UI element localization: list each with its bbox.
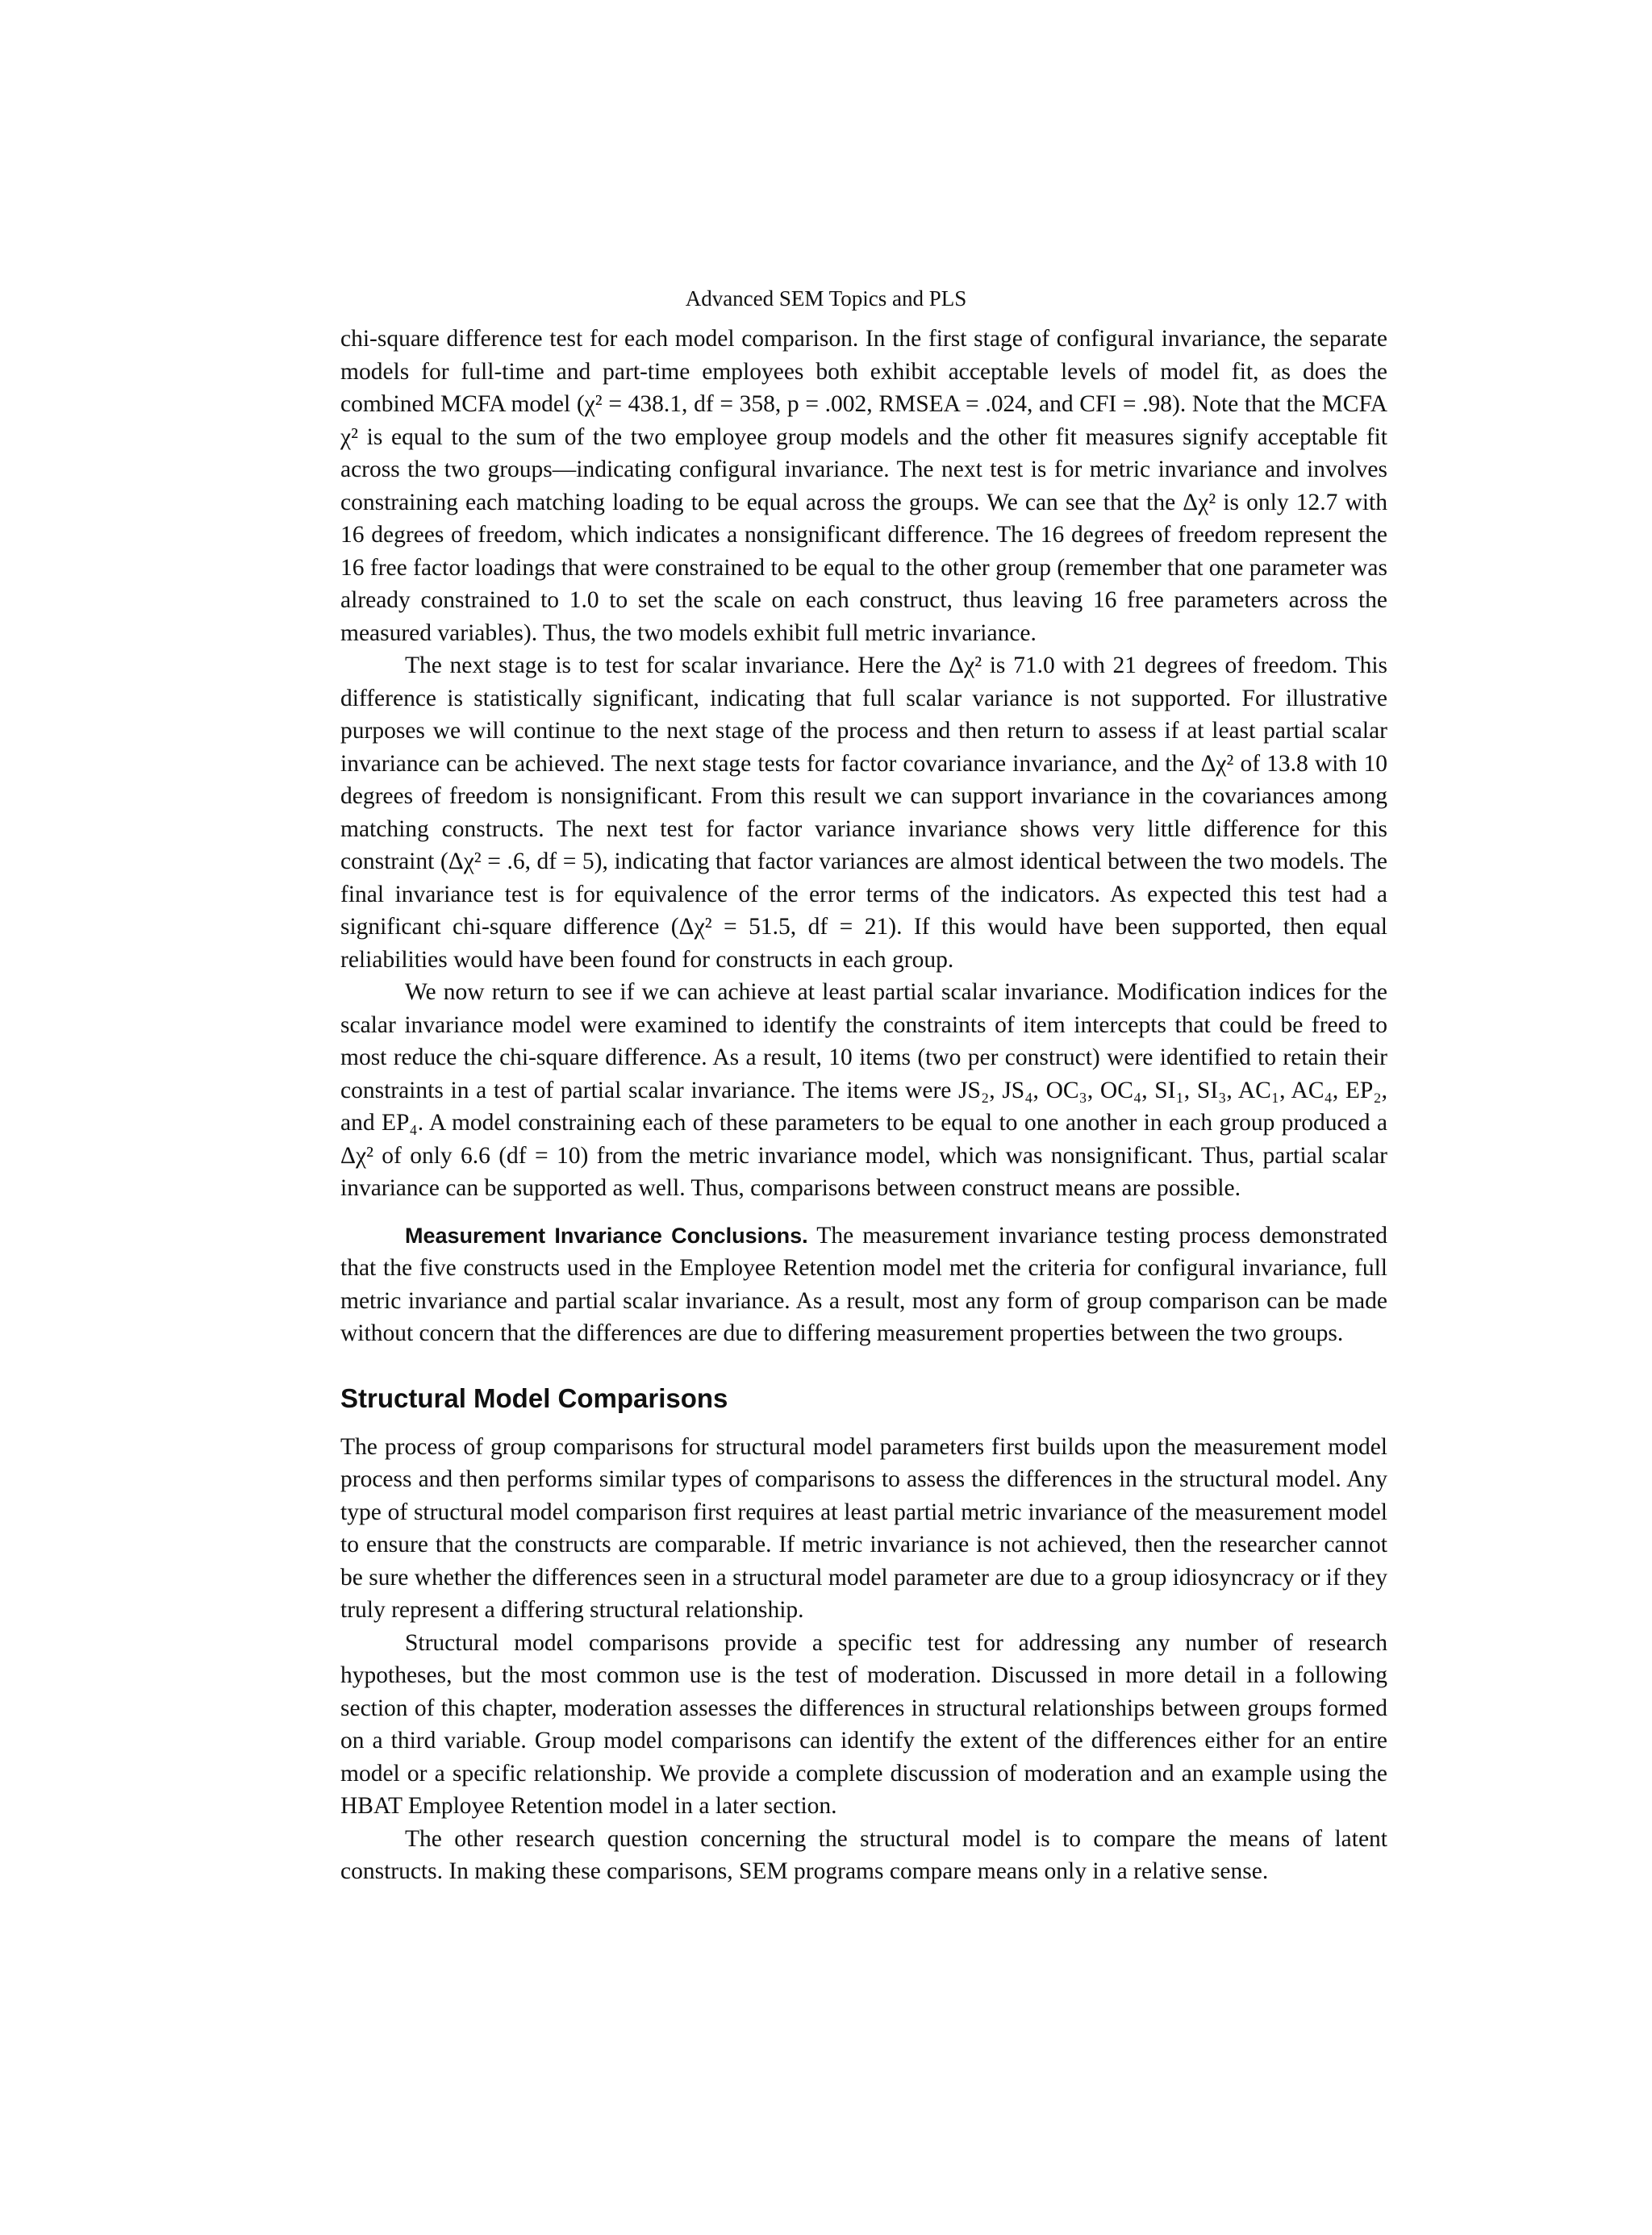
paragraph-configural-metric: chi-square difference test for each model comparison. In the first stage of configural invariance, the separate models for full-time and part-time employees both exhibit acceptable levels of model fit, as does the combined MCFA model (χ² = 438.1, df = 358, p = .002, RMSEA = .024, and CFI = .98). Note that the MCFA χ² is equal to the sum of the two employee group models and the other fit measures signify acceptable fit across the two groups—indicating configural invariance. The next test is for metric invariance and involves constraining each matching loading to be equal across the groups. We can see that the Δχ² is only 12.7 with 16 degrees of freedom, which indicates a nonsignificant difference. The 16 degrees of freedom represent the 16 free factor loadings that were constrained to be equal to the other group (remember that one parameter was already constrained to 1.0 to set the scale on each construct, thus leaving 16 free parameters across the measured variables). Thus, the two models exhibit full metric invariance. bbox=[340, 326, 1387, 646]
paragraph-partial-scalar: We now return to see if we can achieve at least partial scalar invariance. Modification indices for the scalar invariance model were examined to identify the constraints of item intercepts that could be freed to most reduce the chi-square difference. As a result, 10 items (two per construct) were identified to retain their constraints in a test of partial scalar invariance. The items were JS₂, JS₄, OC₃, OC₄, SI₁, SI₃, AC₁, AC₄, EP₂, and EP₄. A model constraining each of these parameters to be equal to one another in each group produced a Δχ² of only 6.6 (df = 10) from the metric invariance model, which was nonsignificant. Thus, partial scalar invariance can be supported as well. Thus, comparisons between construct means are possible. bbox=[340, 979, 1387, 1201]
paragraph-scalar-invariance: The next stage is to test for scalar invariance. Here the Δχ² is 71.0 with 21 degrees of freedom. This difference is statistically significant, indicating that full scalar variance is not supported. For illustrative purposes we will continue to the next stage of the process and then return to assess if at least partial scalar invariance can be achieved. The next stage tests for factor covariance invariance, and the Δχ² of 13.8 with 10 degrees of freedom is nonsignificant. From this result we can support invariance in the covariances among matching constructs. The next test for factor variance invariance shows very little difference for this constraint (Δχ² = .6, df = 5), indicating that factor variances are almost identical between the two models. The final invariance test is for equivalence of the error terms of the indicators. As expected this test had a significant chi-square difference (Δχ² = 51.5, df = 21). If this would have been supported, then equal reliabilities would have been found for constructs in each group. bbox=[340, 653, 1387, 973]
conclusions-text: The measurement invariance testing process demonstrated that the five constructs used in the Employee Retention model met the criteria for configural invariance, full metric invariance and partial scalar invariance. As a result, most any form of group comparison can be made without concern that the differences are due to differing measurement properties between the two groups. bbox=[340, 1222, 1387, 1346]
paragraph-conclusions bbox=[340, 1220, 1387, 1350]
paragraph-moderation: Structural model comparisons provide a specific test for addressing any number of research hypotheses, but the most common use is the test of moderation. Discussed in more detail in a following section of this chapter, moderation assesses the differences in structural relationships between groups formed on a third variable. Group model comparisons can identify the extent of the differences either for an entire model or a specific relationship. We provide a complete discussion of moderation and an example using the HBAT Employee Retention model in a later section. bbox=[340, 1629, 1387, 1819]
paragraph-structural-process: The process of group comparisons for structural model parameters first builds upon the measurement model process and then performs similar types of comparisons to assess the differences in the structural model. Any type of structural model comparison first requires at least partial metric invariance of the measurement model to ensure that the constructs are comparable. If metric invariance is not achieved, then the researcher cannot be sure whether the differences seen in a structural model parameter are due to a group idiosyncracy or if they truly represent a differing structural relationship. bbox=[340, 1433, 1387, 1623]
section-heading: Structural Model Comparisons bbox=[340, 1382, 728, 1413]
paragraph-latent-means: The other research question concerning the structural model is to compare the means of latent constructs. In making these comparisons, SEM programs compare means only in a relative sense. bbox=[340, 1825, 1387, 1884]
running-head: Advanced SEM Topics and PLS bbox=[685, 286, 967, 311]
body-text bbox=[340, 323, 1387, 1888]
run-in-heading: Measurement Invariance Conclusions. bbox=[405, 1223, 808, 1248]
